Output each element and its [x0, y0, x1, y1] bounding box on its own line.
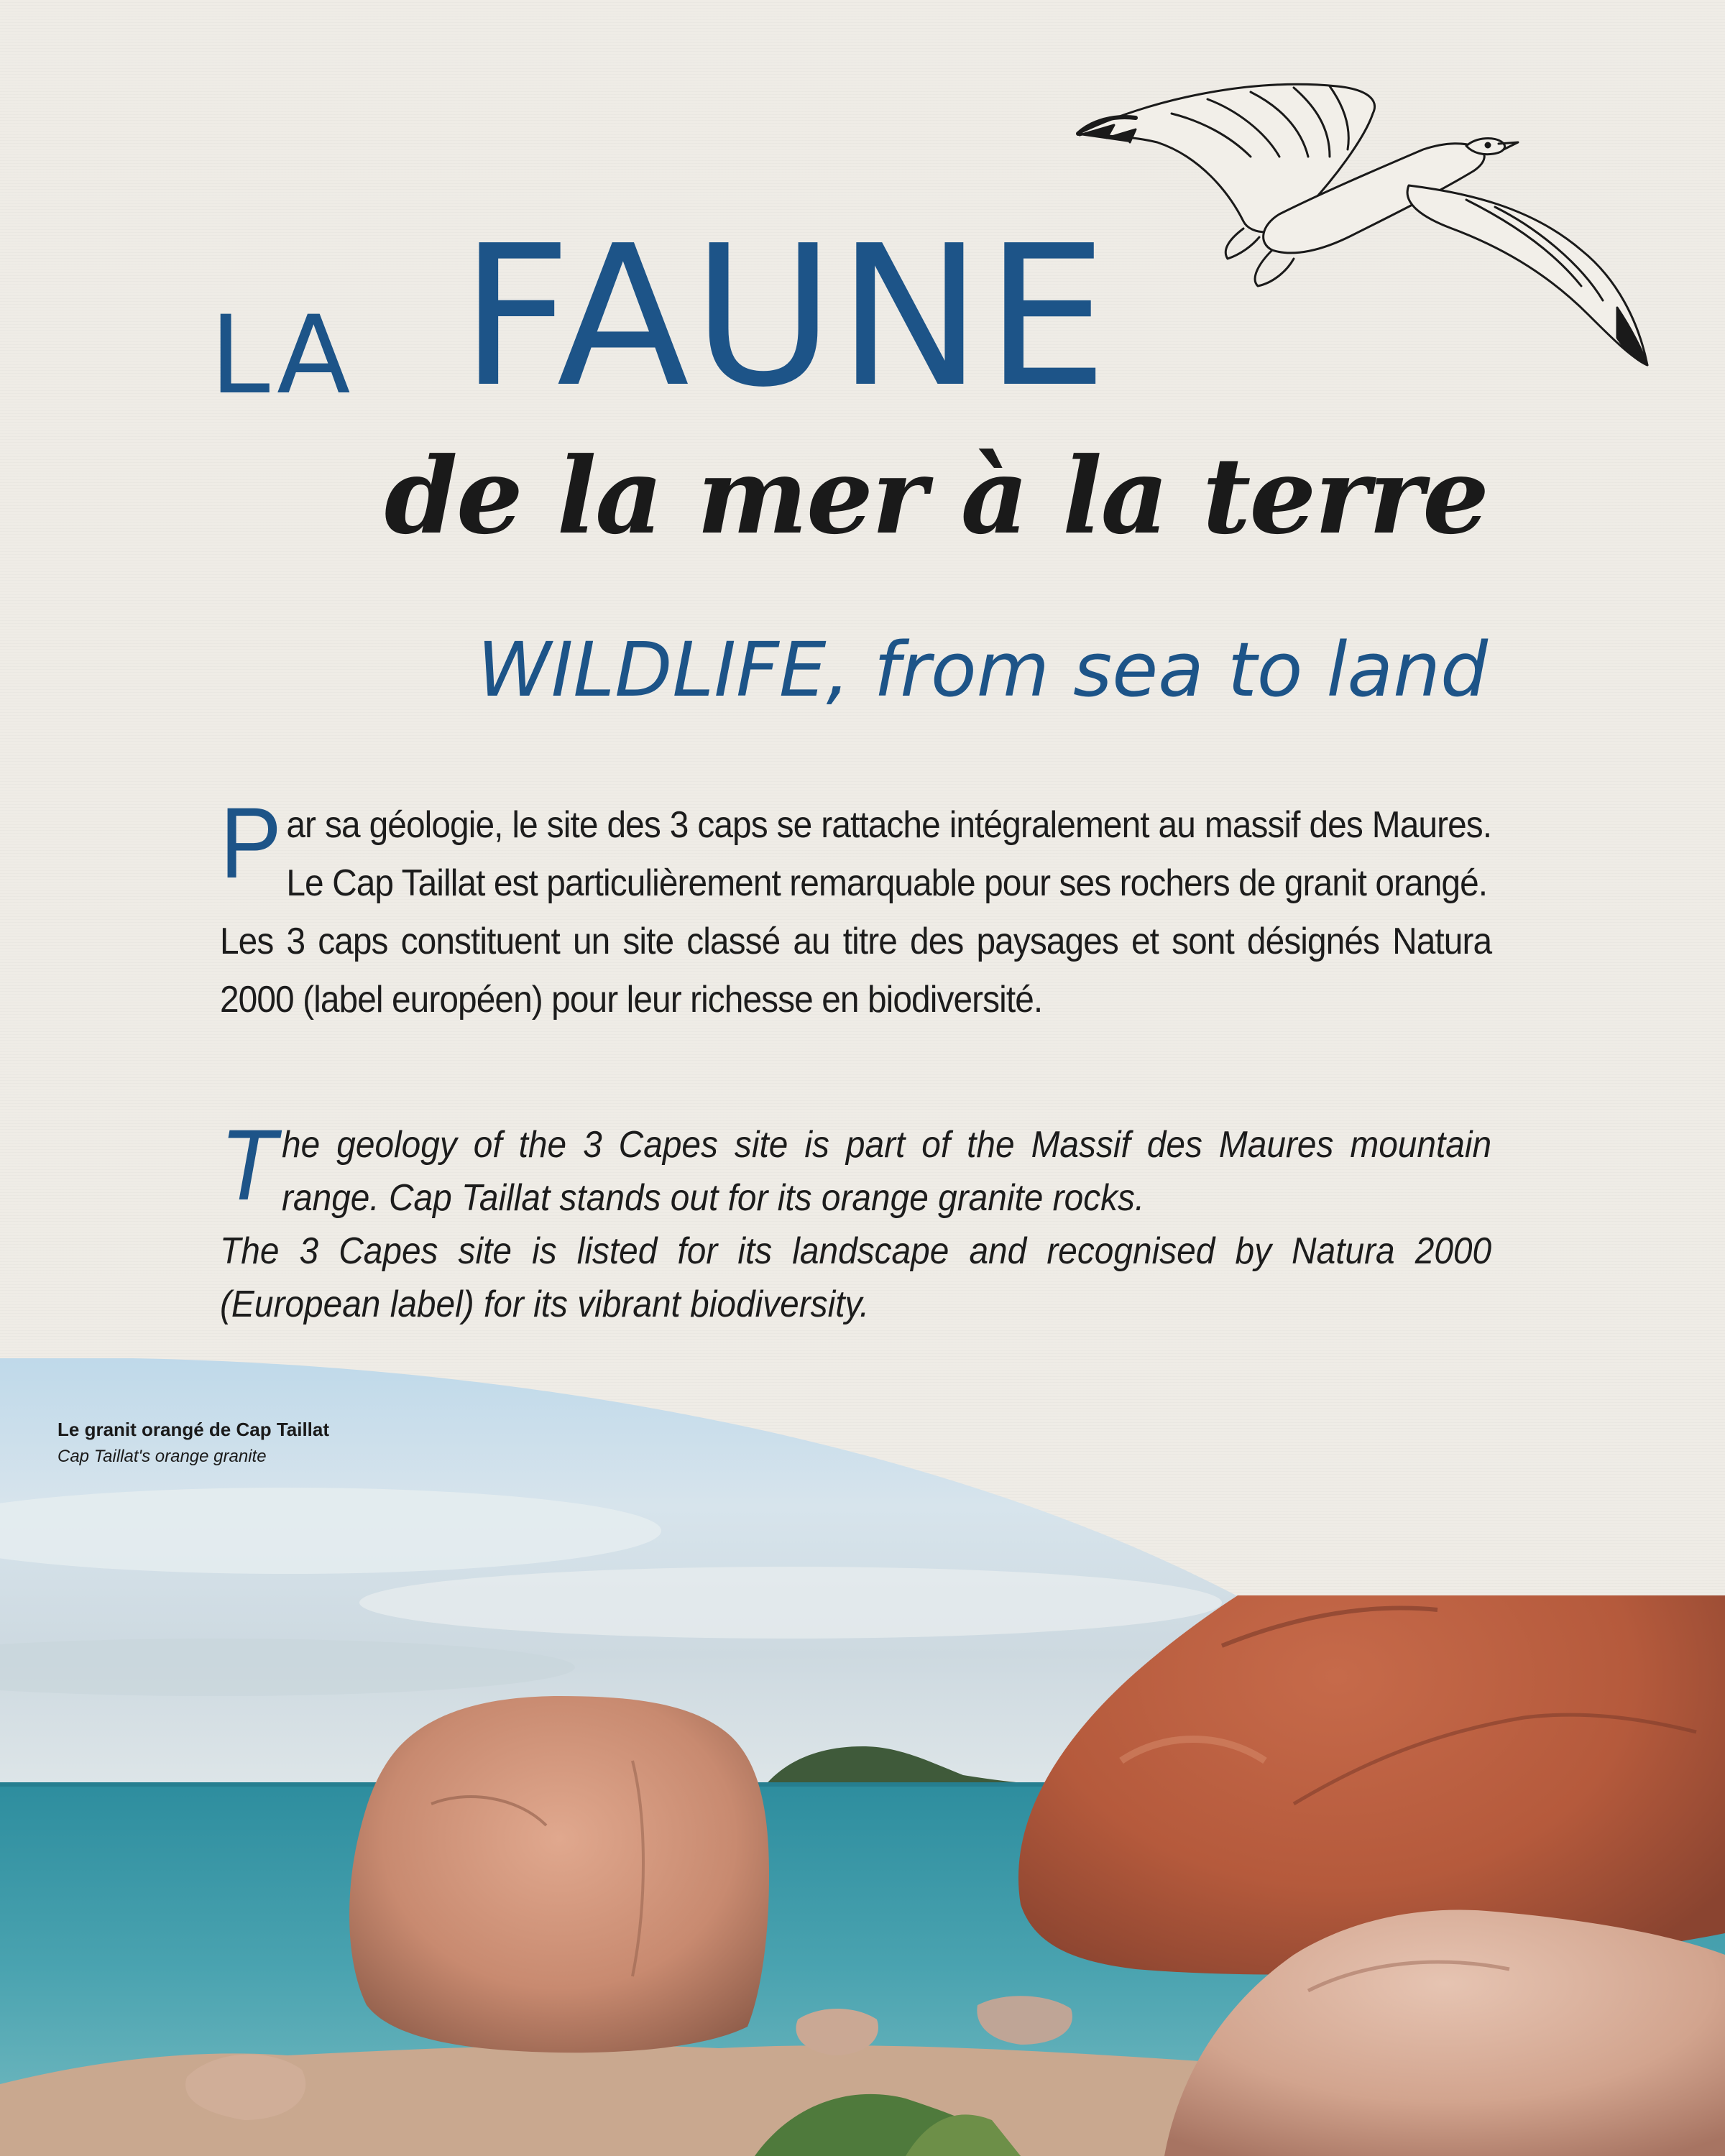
paragraph-french — [220, 786, 1492, 1029]
paragraph-french-text2: Les 3 caps constituent un site classé au titre des paysages et sont désignés Natura 2000 (label européen) pour leur richesse en biodiversité. — [220, 921, 1492, 1021]
paragraph-english-text: he geology of the 3 Capes site is part of the Massif des Maures mountain range. Cap Taillat stands out for its orange granite rocks. — [282, 1124, 1492, 1219]
paragraph-english-text2: The 3 Capes site is listed for its landscape and recognised by Natura 2000 (European label) for its vibrant biodiversity. — [220, 1230, 1492, 1325]
paragraph-english — [220, 1108, 1492, 1331]
photo-caption-english: Cap Taillat's orange granite — [58, 1447, 267, 1466]
title-la: LA — [210, 293, 355, 418]
seagull-illustration — [1064, 70, 1653, 387]
granite-coast-photo — [0, 1358, 1725, 2156]
title-faune: FAUNE — [460, 203, 1111, 430]
photo-caption — [58, 1419, 329, 1467]
dropcap-english: T — [220, 1108, 277, 1221]
subtitle-english: WILDLIFE, from sea to land — [477, 626, 1488, 714]
paragraph-french-text: ar sa géologie, le site des 3 caps se rattache intégralement au massif des Maures. Le Cap Taillat est particulièrement remarquable pour ses rochers de granit orangé. — [286, 804, 1492, 904]
subtitle-french: de la mer à la terre — [384, 435, 1488, 558]
photo-caption-french: Le granit orangé de Cap Taillat — [58, 1419, 330, 1440]
dropcap-french: P — [220, 786, 281, 899]
